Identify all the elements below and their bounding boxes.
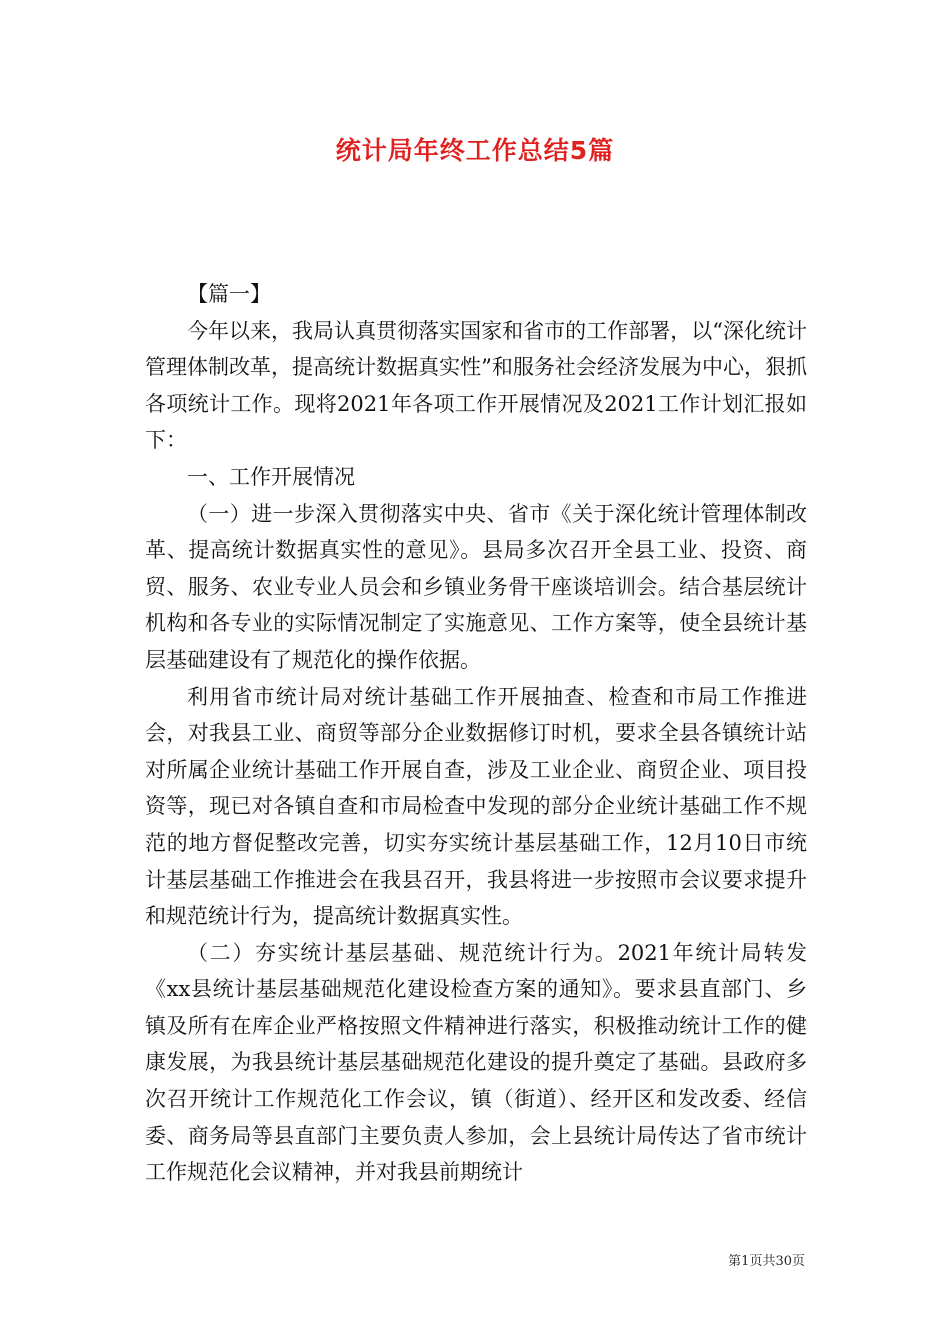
document-body xyxy=(145,276,807,1191)
paragraph: （二）夯实统计基层基础、规范统计行为。2021年统计局转发《xx县统计基层基础规范化建设检查方案的通知》。要求县直部门、乡镇及所有在库企业严格按照文件精神进行落实，积极推动统计工作的健康发展，为我县统计基层基础规范化建设的提升奠定了基础。县政府多次召开统计工作规范化工作会议，镇（街道）、经开区和发改委、经信委、商务局等县直部门主要负责人参加，会上县统计局传达了省市统计工作规范化会议精神，并对我县前期统计 xyxy=(145,940,807,1185)
section-heading: 一、工作开展情况 xyxy=(187,464,355,489)
page-number: 第1页共30页 xyxy=(728,1254,805,1269)
paragraph: 今年以来，我局认真贯彻落实国家和省市的工作部署，以“深化统计管理体制改革，提高统计数据真实性”和服务社会经济发展为中心，狠抓各项统计工作。现将2021年各项工作开展情况及2021工作计划汇报如下： xyxy=(145,318,807,453)
paragraph: （一）进一步深入贯彻落实中央、省市《关于深化统计管理体制改革、提高统计数据真实性的意见》。县局多次召开全县工业、投资、商贸、服务、农业专业人员会和乡镇业务骨干座谈培训会。结合基层统计机构和各专业的实际情况制定了实施意见、工作方案等，使全县统计基层基础建设有了规范化的操作依据。 xyxy=(145,501,807,672)
paragraph: 利用省市统计局对统计基础工作开展抽查、检查和市局工作推进会，对我县工业、商贸等部分企业数据修订时机，要求全县各镇统计站对所属企业统计基础工作开展自查，涉及工业企业、商贸企业、项目投资等，现已对各镇自查和市局检查中发现的部分企业统计基础工作不规范的地方督促整改完善，切实夯实统计基层基础工作，12月10日市统计基层基础工作推进会在我县召开，我县将进一步按照市会议要求提升和规范统计行为，提高统计数据真实性。 xyxy=(145,684,807,929)
section-tag: 【篇一】 xyxy=(187,282,271,306)
document-title: 统计局年终工作总结5篇 xyxy=(335,136,615,165)
